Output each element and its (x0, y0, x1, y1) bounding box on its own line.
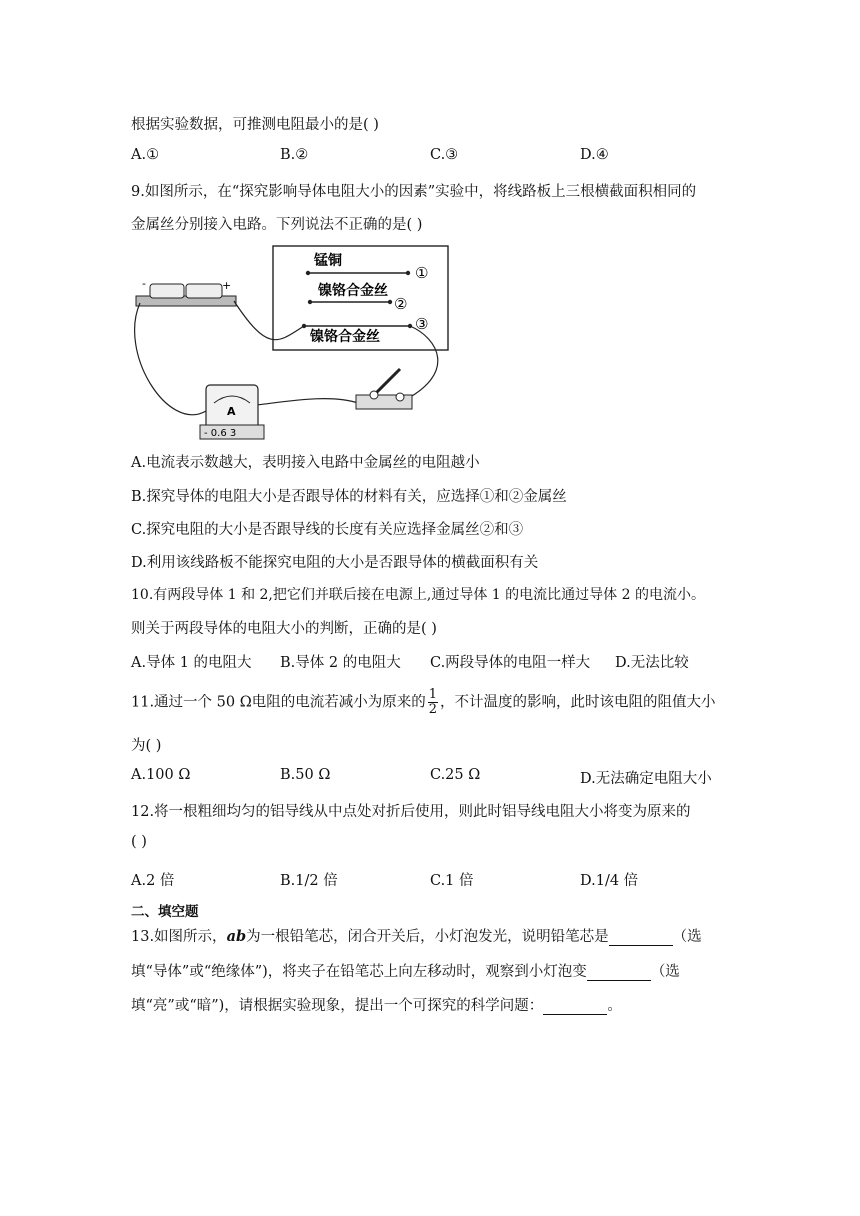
q11-option-b: B.50 Ω (280, 767, 331, 783)
q13-part2: 为一根铅笔芯，闭合开关后，小灯泡发光，说明铅笔芯是 (246, 929, 609, 945)
marker-2: ② (394, 295, 408, 313)
q10-option-d: D.无法比较 (615, 655, 689, 671)
q8-option-a: A.① (131, 147, 160, 163)
q10-stem-line1: 10.有两段导体 1 和 2,把它们并联后接在电源上,通过导体 1 的电流比通过导体 2 的电流小。 (131, 587, 705, 603)
q11-option-d: D.无法确定电阻大小 (580, 771, 712, 787)
q9-stem-line1: 9.如图所示，在“探究影响导体电阻大小的因素”实验中，将线路板上三根横截面积相同的 (131, 184, 697, 200)
q10-option-a: A.导体 1 的电阻大 (131, 655, 252, 671)
wire-2-label: 镍铬合金丝 (318, 283, 388, 299)
q13-line2-part2: （选 (650, 964, 680, 980)
q9-option-b: B.探究导体的电阻大小是否跟导体的材料有关，应选择①和②金属丝 (131, 489, 567, 505)
q11-fraction-num: 1 (428, 687, 438, 702)
q13-blank-1[interactable] (609, 931, 673, 946)
q10-stem-line2: 则关于两段导体的电阻大小的判断，正确的是( ) (131, 621, 437, 637)
wire-board-to-switch (403, 326, 438, 401)
q9-option-a: A.电流表示数越大，表明接入电路中金属丝的电阻越小 (131, 455, 480, 471)
battery-minus: - (142, 277, 146, 290)
q11-fraction (428, 688, 438, 717)
q11-stem-line1 (131, 688, 716, 717)
wire-battery-to-board (234, 301, 304, 340)
q9-option-c: C.探究电阻的大小是否跟导线的长度有关应选择金属丝②和③ (131, 522, 524, 538)
q11-stem-before: 11.通过一个 50 Ω电阻的电流若减小为原来的 (131, 694, 426, 711)
wire-1-label: 锰铜 (314, 253, 342, 269)
q11-stem-line2: 为( ) (131, 738, 162, 754)
q13-blank-3[interactable] (543, 1000, 607, 1015)
ammeter-terminals: - 0.6 3 (204, 428, 237, 439)
q9-circuit-figure (128, 243, 458, 443)
q8-option-d: D.④ (580, 147, 609, 163)
section2-title: 二、填空题 (131, 904, 199, 920)
q11-option-a: A.100 Ω (131, 767, 191, 783)
battery-plus: + (222, 279, 232, 292)
q9-stem-line2: 金属丝分别接入电路。下列说法不正确的是( ) (131, 217, 423, 233)
switch-lever (374, 369, 400, 395)
q8-option-c: C.③ (430, 147, 459, 163)
q13-blank-2[interactable] (587, 966, 651, 981)
q12-option-c: C.1 倍 (430, 873, 474, 889)
intro-line: 根据实验数据，可推测电阻最小的是( ) (131, 117, 379, 133)
q8-option-b: B.② (280, 147, 309, 163)
battery-right (186, 284, 222, 298)
q11-fraction-den: 2 (428, 702, 438, 717)
wire-3-label: 镍铬合金丝 (310, 329, 380, 345)
q13-line2 (131, 960, 680, 981)
q11-option-c: C.25 Ω (430, 767, 481, 783)
q12-stem-line2: ( ) (131, 834, 147, 850)
marker-3: ③ (415, 315, 429, 333)
q13-var: ab (226, 928, 247, 945)
q10-option-c: C.两段导体的电阻一样大 (430, 655, 591, 671)
q12-stem-line1: 12.将一根粗细均匀的铝导线从中点处对折后使用，则此时铝导线电阻大小将变为原来的 (131, 804, 691, 820)
wire-battery-to-ammeter (135, 303, 206, 415)
ammeter-letter: A (227, 405, 236, 418)
q13-line3-part1: 填“亮”或“暗”)，请根据实验现象，提出一个可探究的科学问题： (131, 998, 544, 1014)
q12-option-d: D.1/4 倍 (580, 873, 639, 889)
battery-left (150, 284, 184, 298)
q13-line3 (131, 994, 622, 1015)
q12-option-b: B.1/2 倍 (280, 873, 338, 889)
marker-1: ① (415, 264, 429, 282)
q13-line3-part2: 。 (607, 998, 622, 1014)
q12-option-a: A.2 倍 (131, 873, 175, 889)
q9-option-d: D.利用该线路板不能探究电阻的大小是否跟导体的横截面积有关 (131, 555, 539, 571)
q10-option-b: B.导体 2 的电阻大 (280, 655, 401, 671)
q13-line2-part1: 填“导体”或“绝缘体”)，将夹子在铅笔芯上向左移动时，观察到小灯泡变 (131, 964, 587, 980)
q13-part1: 13.如图所示， (131, 929, 227, 945)
wire-switch-to-ammeter (256, 399, 358, 405)
q13-part3: （选 (672, 929, 702, 945)
q11-stem-after: ，不计温度的影响，此时该电阻的阻值大小 (440, 694, 716, 711)
q13-line1 (131, 925, 702, 946)
